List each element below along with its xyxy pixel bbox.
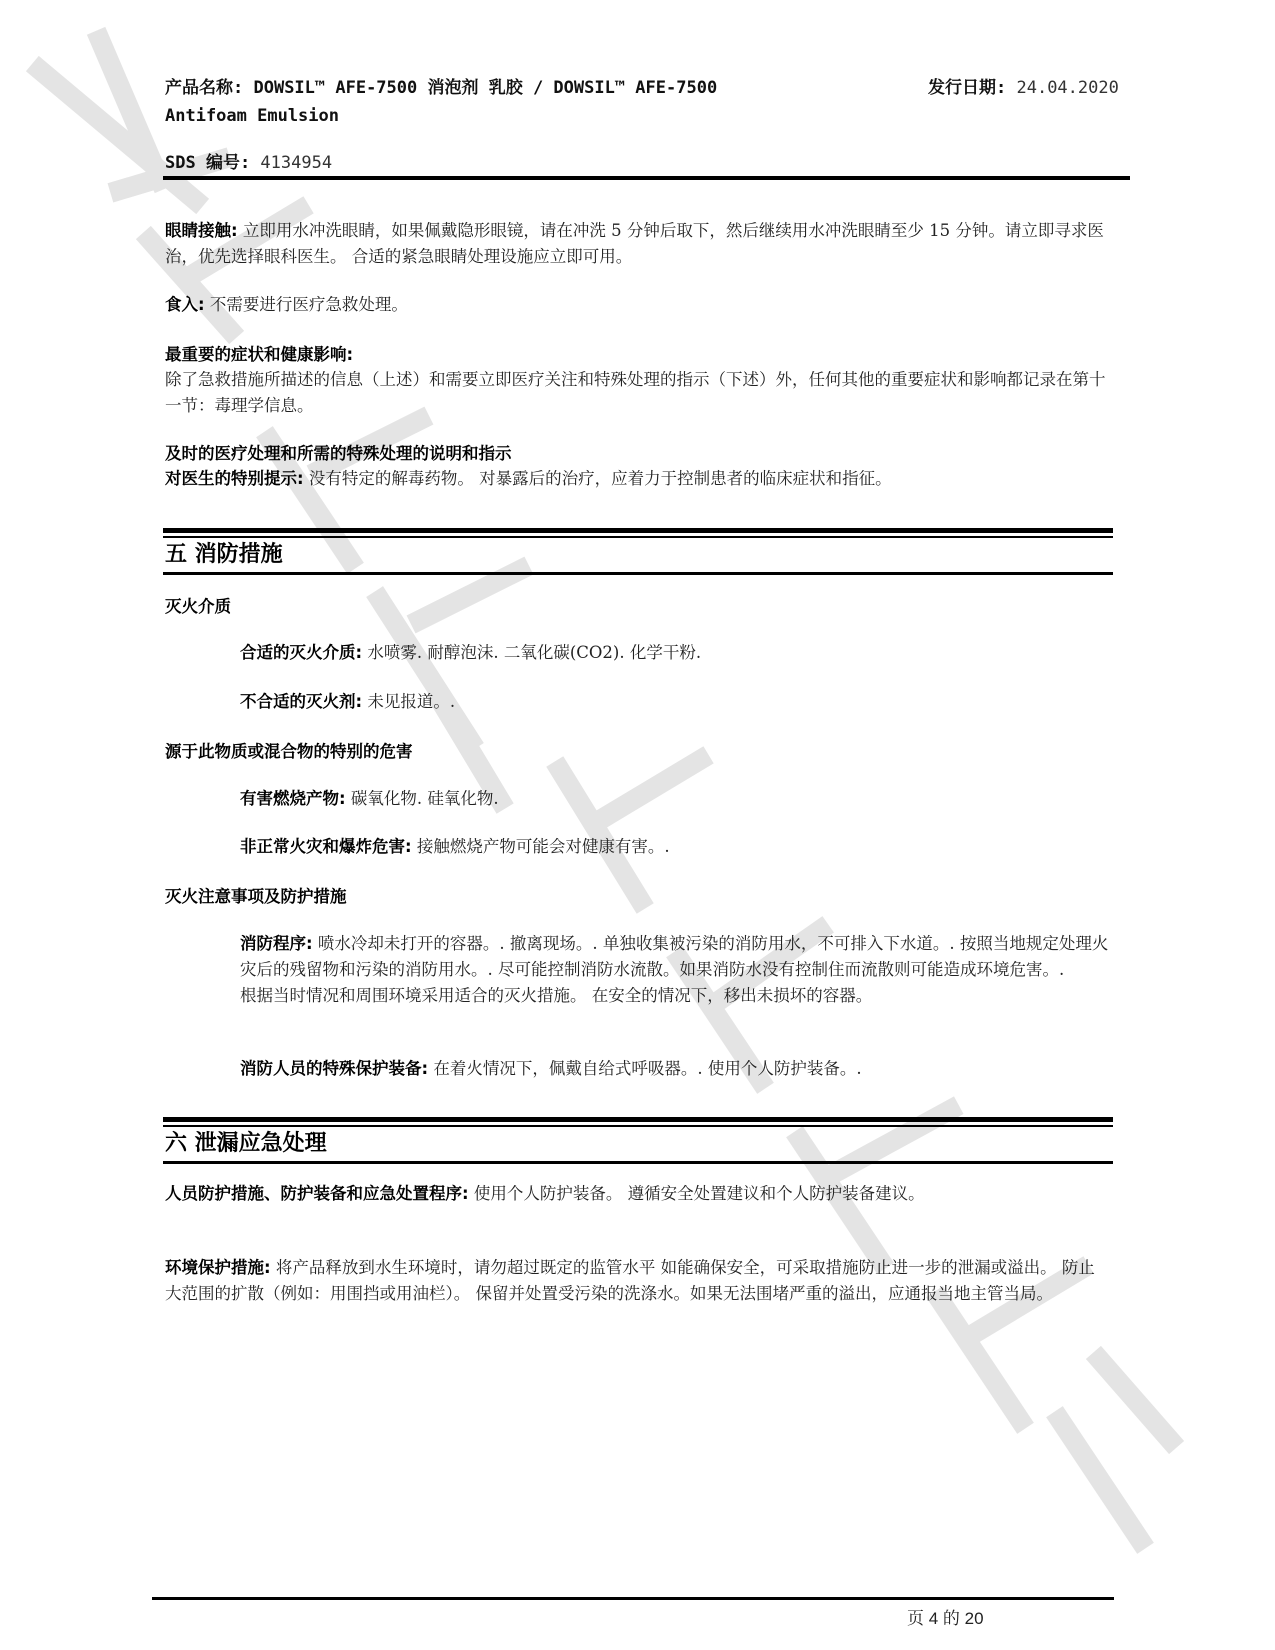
unsuitable-media-label: 不合适的灭火剂: xyxy=(240,692,363,711)
firefighter-ppe-paragraph xyxy=(240,1056,1110,1082)
symptoms-text: 除了急救措施所描述的信息（上述）和需要立即医疗关注和特殊处理的指示（下述）外，任何其他的重要症状和影响都记录在第十一节：毒理学信息。 xyxy=(165,370,1106,415)
section6-top-rule xyxy=(163,1117,1113,1122)
firefighting-procedure-paragraph xyxy=(240,931,1110,1009)
unsuitable-media-text: 未见报道。. xyxy=(362,692,456,711)
unsuitable-media-paragraph xyxy=(240,689,1110,715)
physician-note-paragraph xyxy=(165,466,1110,492)
sds-number-label: SDS 编号: xyxy=(165,153,251,173)
footer-divider xyxy=(152,1597,1114,1600)
personal-precautions-label: 人员防护措施、防护装备和应急处置程序: xyxy=(165,1184,469,1203)
firefighting-procedure-label: 消防程序: xyxy=(240,934,313,953)
environmental-precautions-text: 将产品释放到水生环境时，请勿超过既定的监管水平 如能确保安全，可采取措施防止进一步的泄漏或溢出。 防止大范围的扩散（例如：用围挡或用油栏）。 保留并处置受污染的洗涤水。如果无法围堵严重的溢出，应通报当地主管当局。 xyxy=(165,1258,1095,1303)
section6-bottom-rule xyxy=(163,1161,1113,1164)
product-name-label: 产品名称: xyxy=(165,78,244,98)
sds-number-value: 4134954 xyxy=(250,153,333,173)
sds-number-header xyxy=(165,151,332,175)
suitable-media-paragraph xyxy=(240,640,1110,666)
personal-precautions-text: 使用个人防护装备。 遵循安全处置建议和个人防护装备建议。 xyxy=(468,1184,925,1203)
section5-title: 五 消防措施 xyxy=(165,542,283,567)
issue-date-value: 24.04.2020 xyxy=(1006,78,1119,98)
section6-title: 六 泄漏应急处理 xyxy=(165,1131,327,1156)
medical-treatment-heading: 及时的医疗处理和所需的特殊处理的说明和指示 xyxy=(165,444,512,463)
extinguishing-media-heading: 灭火介质 xyxy=(165,597,231,616)
combustion-products-paragraph xyxy=(240,786,1110,812)
firefighting-procedure-text-2: 根据当时情况和周围环境采用适合的灭火措施。 在安全的情况下，移出未损坏的容器。 xyxy=(240,986,873,1005)
issue-date-label: 发行日期: xyxy=(928,78,1007,98)
issue-date-header xyxy=(928,74,1119,102)
environmental-precautions-paragraph xyxy=(165,1255,1110,1307)
section6-top-rule-thin xyxy=(163,1125,1113,1127)
firefighter-ppe-label: 消防人员的特殊保护装备: xyxy=(240,1059,429,1078)
ingestion-label: 食入: xyxy=(165,295,205,314)
page-number: 页 4 的 20 xyxy=(907,1609,984,1628)
eye-contact-label: 眼睛接触: xyxy=(165,221,238,240)
personal-precautions-paragraph xyxy=(165,1181,1110,1207)
ingestion-text: 不需要进行医疗急救处理。 xyxy=(204,295,408,314)
combustion-products-label: 有害燃烧产物: xyxy=(240,789,346,808)
suitable-media-label: 合适的灭火介质: xyxy=(240,643,363,662)
unusual-hazards-text: 接触燃烧产物可能会对健康有害。. xyxy=(411,837,670,856)
section5-bottom-rule xyxy=(163,572,1113,575)
environmental-precautions-label: 环境保护措施: xyxy=(165,1258,271,1277)
firefighting-procedure-text: 喷水冷却未打开的容器。. 撤离现场。. 单独收集被污染的消防用水，不可排入下水道。. 按照当地规定处理火灾后的残留物和污染的消防用水。. 尽可能控制消防水流散。如果消防水没有控制住而流散则可能造成环境危害。. xyxy=(240,934,1109,979)
unusual-hazards-label: 非正常火灾和爆炸危害: xyxy=(240,837,412,856)
section5-top-rule-thin xyxy=(163,536,1113,538)
physician-note-text: 没有特定的解毒药物。 对暴露后的治疗，应着力于控制患者的临床症状和指征。 xyxy=(303,469,892,488)
suitable-media-text: 水喷雾. 耐醇泡沫. 二氧化碳(CO2). 化学干粉. xyxy=(362,643,702,662)
header-divider xyxy=(163,176,1130,180)
unusual-hazards-paragraph xyxy=(240,834,1110,860)
combustion-products-text: 碳氧化物. 硅氧化物. xyxy=(345,789,499,808)
firefighting-precautions-heading: 灭火注意事项及防护措施 xyxy=(165,887,347,906)
ingestion-paragraph xyxy=(165,292,1110,318)
eye-contact-text: 立即用水冲洗眼睛，如果佩戴隐形眼镜，请在冲洗 5 分钟后取下，然后继续用水冲洗眼睛至少 15 分钟。请立即寻求医治，优先选择眼科医生。 合适的紧急眼睛处理设施应立即可用。 xyxy=(165,221,1104,266)
product-name-value: DOWSIL™ AFE-7500 消泡剂 乳胶 / DOWSIL™ AFE-7500 Antifoam Emulsion xyxy=(165,78,718,126)
product-name-header xyxy=(165,74,785,130)
section5-top-rule xyxy=(163,528,1113,533)
eye-contact-paragraph xyxy=(165,218,1110,270)
firefighter-ppe-text: 在着火情况下，佩戴自给式呼吸器。. 使用个人防护装备。. xyxy=(428,1059,862,1078)
physician-note-label: 对医生的特别提示: xyxy=(165,469,304,488)
symptoms-heading: 最重要的症状和健康影响: xyxy=(165,345,354,364)
special-hazards-heading: 源于此物质或混合物的特别的危害 xyxy=(165,742,413,761)
